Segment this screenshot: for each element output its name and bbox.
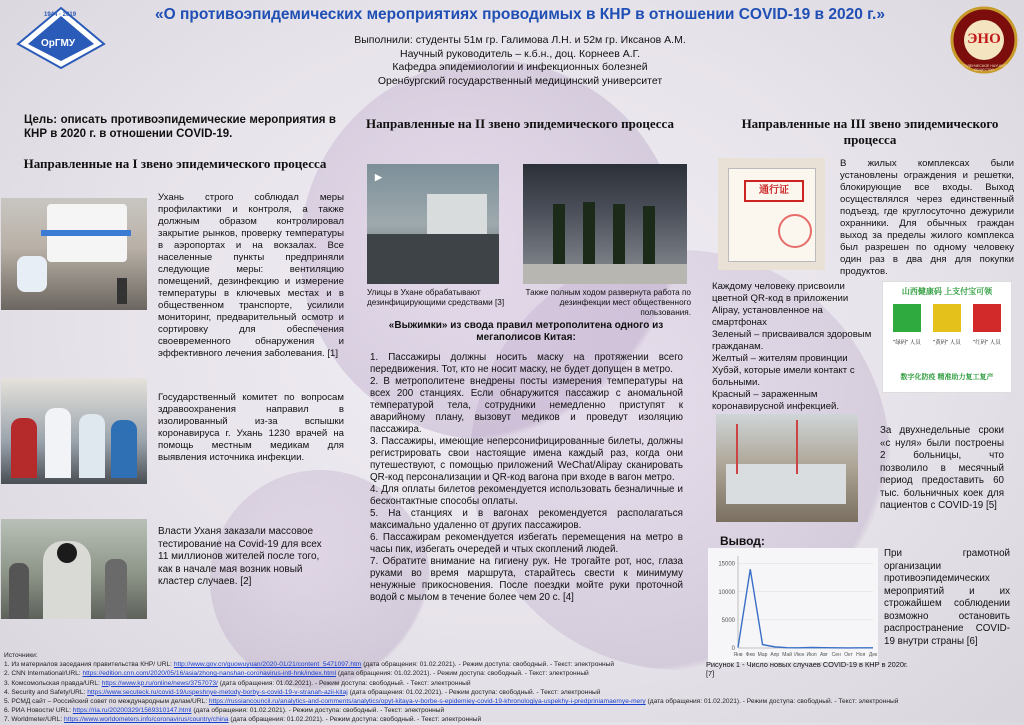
text-hospitals: За двухнедельные сроки «с нуля» были построены 2 больницы, что позволило в месячный период предоставить 60 тыс. больничных коек для пациентов с COVID-19 [5] — [880, 425, 1004, 511]
photo-ambulance — [1, 198, 147, 310]
footnote-tail: (дата обращения: 01.02.2021). - Режим доступа: свободный. - Текст: электронный — [191, 707, 445, 715]
rule-item: 7. Обратите внимание на гигиену рук. Не трогайте рот, нос, глаза руками во время маршрута, старайтесь свести к минимуму ненужные прикосновения. После поездки мойте руки проточной водой с мылом в течение более чем 20 с. [4] — [370, 556, 683, 603]
x-tick-label: Июн — [794, 652, 805, 658]
authors-line: Выполнили: студенты 51м гр. Галимова Л.Н. и 52м гр. Иксанов А.М. — [354, 34, 686, 46]
footnote-link[interactable]: https://www.secuteck.ru/covid-19/uspeshnye-metody-borby-s-covid-19-v-stranah-azii-kitaj — [87, 688, 348, 696]
photo-station-disinfection — [523, 164, 687, 284]
qr-red: Красный – зараженным коронавирусной инфекцией. — [712, 389, 840, 412]
footnote-link[interactable]: https://edition.cnn.com/2020/05/16/asia/zhong-nanshan-coronavirus-intl-hnk/index.html — [82, 670, 337, 678]
photo-doctors — [1, 378, 147, 484]
y-tick-label: 5000 — [721, 617, 735, 624]
y-tick-label: 0 — [731, 646, 735, 652]
x-tick-label: Мар — [757, 652, 768, 658]
photo-street-disinfection: ▶ — [367, 164, 499, 284]
red-qr-icon — [973, 304, 1001, 332]
rule-item: 6. Пассажирам рекомендуется избегать перемещения на метро в часы пик, избегать очередей и чтых скоплений людей. — [370, 532, 683, 555]
text-doctors: Государственный комитет по вопросам здравоохранения направил в изолированный из-за вспышки коронавируса г. Ухань 1230 врачей на помощь местным медикам для выявления источника инфекции. — [158, 392, 344, 463]
rule-item: 2. В метрополитене внедрены посты измерения температуры на всех 200 станциях. Если обнаружится пассажир с аномальной температурой тела, сотрудники немедленно приступят к аварийному плану, вызовут медиков и проведут изоляцию пассажира. — [370, 376, 683, 435]
text-measures: Ухань строго соблюдал меры профилактики и контроля, а также должным образом контролировал закрытие рынков, проверку температуры в аэропортах и на вокзалах. Все населенные пункты предприняли следующие меры: вентиляцию помещений, дезинфекцию и измерение температуры в ключевых местах и в общественном транспорте, усилили мониторинг, предварительный осмотр и сортировку для обеспечения своевременного обнаружения и эффективного лечения заболевания. [1] — [158, 192, 344, 359]
footnote-text: 7. Worldmeter/URL: — [4, 716, 64, 724]
x-tick-label: Фев — [745, 652, 755, 658]
footnote-item — [4, 697, 899, 706]
footnote-link[interactable]: https://russiancouncil.ru/analytics-and-comments/analytics/opyt-kitaya-v-borbe-s-epidemiey-covid-19-khronologiya-uspekhy-i-predpriniamaemye-mery — [208, 698, 646, 706]
footnote-item — [4, 669, 704, 678]
x-tick-label: Май — [782, 652, 792, 658]
university-line: Оренбургский государственный медицинский университет — [377, 74, 663, 87]
footnote-text: 5. РСМД сайт – Российский совет по международным делам/URL: — [4, 698, 209, 706]
goal-text: Цель: описать противоэпидемические мероприятия в КНР в 2020 г. в отношении COVID-19. — [24, 114, 336, 140]
qr-label-red: "红码" 人员 — [973, 340, 1001, 346]
text-residential: В жилых комплексах были установлены ограждения и решетки, блокирующие все входы. Выход осуществлялся через единственный подъезд, где круглосуточно дежурили охранники. Для обычных граждан выход за пределы жилого комплекса был разрешен по одному человеку один раз в два дня для покупки продуктов. — [840, 158, 1014, 277]
footnote-item — [4, 706, 704, 715]
footnote-tail: (дата обращения: 01.02.2021). - Режим доступа: свободный. - Текст: электронный — [217, 679, 471, 687]
footnote-link[interactable]: https://www.kp.ru/online/news/3757073/ — [101, 679, 218, 687]
student-society-logo — [950, 6, 1018, 74]
footnote-tail: (дата обращения: 01.02.2021). - Режим доступа: свободный. - Текст: электронный — [228, 716, 482, 724]
footnote-link[interactable]: https://ria.ru/20200329/1569310147.html — [72, 707, 192, 715]
covid-cases-chart — [708, 548, 878, 662]
caption-street: Улицы в Ухане обрабатывают дезинфицирующими средствами [3] — [367, 288, 505, 307]
rule-item: 4. Для оплаты билетов рекомендуется использовать безналичные и бесконтактные способы оплаты. — [370, 484, 683, 507]
pass-label: 通行证 — [744, 180, 804, 202]
footnote-item — [4, 679, 704, 688]
qr-banner-top: 山西健康码 上支付宝可领 — [901, 287, 993, 296]
rules-list — [370, 352, 683, 604]
footnote-item — [4, 715, 704, 724]
x-tick-label: Авг — [819, 652, 828, 658]
footnote-tail: (дата обращения: 01.02.2021). - Режим доступа: свободный. - Текст: электронный — [347, 688, 601, 696]
logo-right-ring: СТУДЕНЧЕСКОЕ НАУЧНОЕ ОБЩЕСТВО — [960, 64, 1008, 72]
x-tick-label: Дек — [868, 652, 878, 658]
caption-station: Также полным ходом развернута работа по дезинфекции мест общественного пользования. — [525, 288, 691, 317]
logo-right-text: ЭНО — [967, 31, 1001, 47]
rule-item: 5. На станциях и в вагонах рекомендуется располагаться максимально удаленно от других пассажиров. — [370, 508, 683, 531]
yellow-qr-icon — [933, 304, 961, 332]
logo-years: 1944 · 2019 — [44, 12, 77, 18]
footnote-text: 4. Security and Safety/URL: — [4, 688, 88, 696]
conclusion-text: При грамотной организации противоэпидемических мероприятий и их строжайшем соблюдении возможно остановить распространение COVID-19 внутри страны [6] — [884, 548, 1010, 647]
footnote-tail: (дата обращения: 01.02.2021). - Режим доступа: свободный. - Текст: электронный — [361, 661, 615, 669]
footnote-text: 1. Из материалов заседания правительства КНР/ URL: — [4, 661, 174, 669]
y-tick-label: 15000 — [718, 561, 735, 568]
photo-pass-card — [718, 158, 825, 270]
x-tick-label: Ноя — [856, 652, 866, 658]
footnotes-label: Источники: — [4, 652, 38, 659]
footnote-tail: (дата обращения: 01.02.2021). - Режим доступа: свободный. - Текст: электронный — [336, 670, 589, 678]
text-testing: Власти Уханя заказали массовое тестирование на Covid-19 для всех 11 миллионов жителей после того, как в начале мая возник новый кластер случаев. [2] — [158, 526, 322, 587]
page-title: «О противоэпидемических мероприятиях проводимых в КНР в отношении COVID-19 в 2020 г.» — [155, 6, 885, 23]
footnote-text: 2. CNN International/URL: — [4, 670, 83, 678]
footnote-item — [4, 688, 704, 697]
footnote-link[interactable]: https://www.worldometers.info/coronavirus/country/china — [63, 716, 229, 724]
authors-block — [260, 34, 780, 88]
department-line: Кафедра эпидемиологии и инфекционных болезней — [392, 61, 648, 73]
photo-hospital-construction — [716, 414, 858, 522]
logo-text: ОрГМУ — [41, 38, 76, 49]
rule-item: 3. Пассажиры, имеющие неперсонифицированные билеты, должны регистрировать свои настоящие имена каждый раз, когда они путешествуют, с помощью приложений WeChat/Alipay сканировать QR-код персонализации и QR-код вагона при входе в вагон метро. — [370, 436, 683, 483]
green-qr-icon — [893, 304, 921, 332]
qr-banner-bottom: 数字化防疫 精准助力复工复产 — [900, 374, 994, 381]
qr-label-green: "绿码" 人员 — [893, 340, 921, 346]
y-tick-label: 10000 — [718, 589, 735, 596]
footnote-link[interactable]: http://www.gov.cn/guowuyuan/2020-01/21/content_5471097.htm — [173, 661, 362, 669]
qr-banner — [882, 281, 1012, 393]
footnote-tail: (дата обращения: 01.02.2021). - Режим доступа: свободный. - Текст: электронный — [645, 698, 899, 706]
section-heading-3: Направленные на III звено эпидемического процесса — [741, 116, 999, 147]
x-tick-label: Окт — [844, 652, 853, 658]
rules-title: «Выжимки» из свода правил метрополитена одного из мегаполисов Китая: — [388, 320, 664, 343]
x-tick-label: Апр — [770, 652, 780, 658]
rule-item: 1. Пассажиры должны носить маску на протяжении всего передвижения. Тот, кто не носит маску, не будет допущен в метро. — [370, 352, 683, 375]
x-tick-label: Янв — [733, 652, 743, 658]
qr-label-yellow: "黄码" 人员 — [933, 340, 961, 346]
footnote-item — [4, 660, 704, 669]
section-heading-1: Направленные на I звено эпидемического процесса — [23, 156, 327, 171]
university-logo — [16, 6, 106, 70]
section-heading-2: Направленные на II звено эпидемического процесса — [366, 116, 674, 131]
footnote-text: 3. Комсомольская правда/URL: — [4, 679, 102, 687]
figure-caption: Рисунок 1 - Число новых случаев COVID-19 в КНР в 2020г. [7] — [706, 660, 908, 678]
x-tick-label: Июл — [806, 652, 817, 658]
qr-green: Зеленый – присваивался здоровым гражданам. — [712, 329, 872, 352]
qr-text — [712, 281, 876, 413]
x-tick-label: Сен — [831, 652, 841, 658]
qr-intro: Каждому человеку присвоили цветной QR-код в приложении Alipay, установленное на смартфонах — [712, 281, 849, 328]
photo-testing — [1, 519, 147, 619]
footnote-text: 6. РИА Новости/ URL: — [4, 707, 73, 715]
supervisor-line: Научный руководитель – к.б.н., доц. Корнеев А.Г. — [399, 47, 640, 60]
conclusion-title: Вывод: — [720, 534, 765, 548]
qr-yellow: Желтый – жителям провинции Хубэй, которые имели контакт с больными. — [712, 353, 855, 388]
